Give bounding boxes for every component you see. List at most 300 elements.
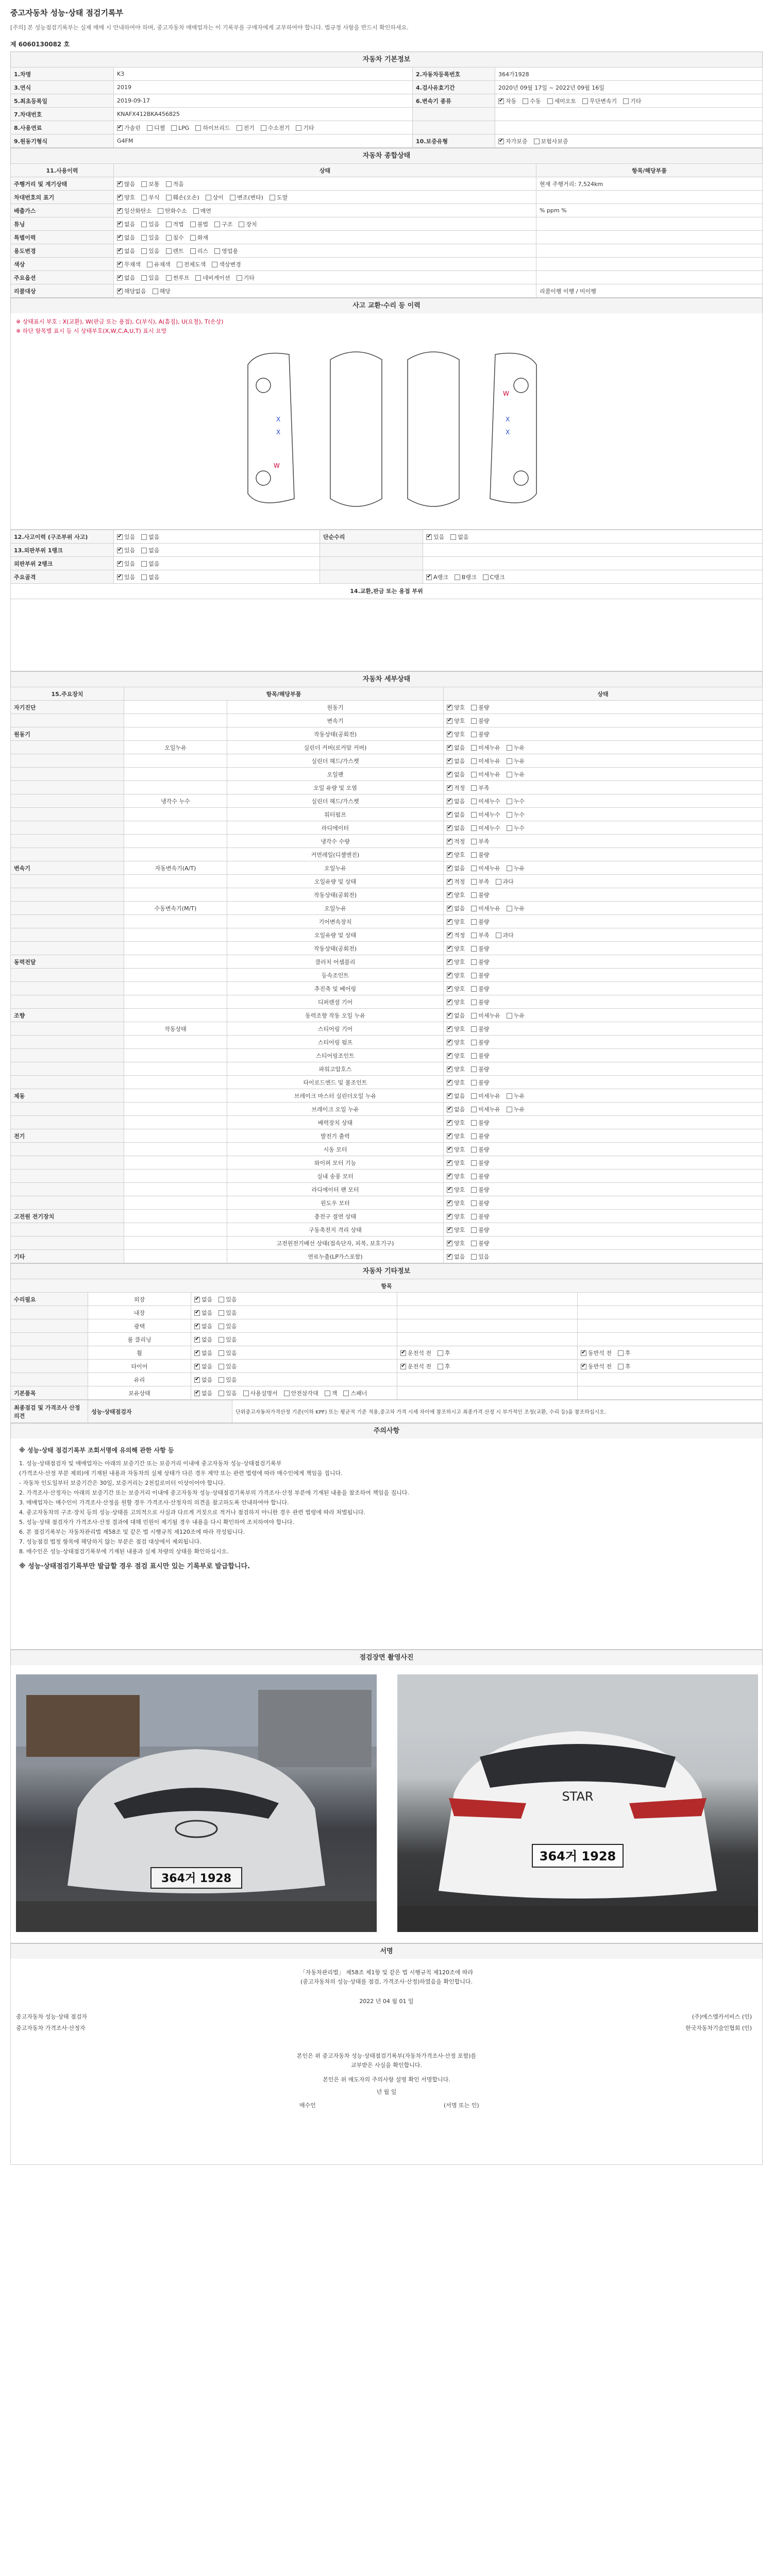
accident2-option[interactable]: 없음 (450, 533, 468, 541)
detail-option[interactable]: 부족 (471, 837, 489, 845)
checkbox[interactable] (507, 825, 512, 831)
detail-option[interactable]: 있음 (471, 1252, 489, 1261)
checkbox[interactable] (141, 534, 147, 540)
checkbox[interactable] (471, 1187, 477, 1193)
detail-option[interactable]: ✔ 양호 (447, 998, 465, 1006)
checkbox[interactable] (141, 222, 147, 227)
checkbox[interactable] (141, 181, 147, 187)
checkbox[interactable] (471, 906, 477, 911)
detail-option[interactable]: 누유 (507, 1092, 525, 1100)
checkbox[interactable] (447, 959, 452, 965)
overall-option[interactable]: 있음 (141, 233, 159, 242)
checkbox[interactable] (117, 262, 123, 267)
checkbox[interactable] (471, 946, 477, 952)
other-option[interactable]: 있음 (219, 1335, 237, 1344)
checkbox[interactable] (117, 235, 123, 241)
checkbox[interactable] (447, 1147, 452, 1153)
checkbox[interactable] (447, 732, 452, 737)
checkbox[interactable] (447, 1133, 452, 1139)
checkbox[interactable] (284, 1391, 290, 1396)
checkbox[interactable] (166, 235, 172, 241)
overall-option[interactable]: ✔ 없음 (117, 233, 135, 242)
checkbox[interactable] (219, 1337, 224, 1343)
other-option[interactable]: 있음 (219, 1349, 237, 1357)
checkbox[interactable] (447, 1080, 452, 1086)
checkbox[interactable] (212, 262, 217, 267)
checkbox[interactable] (618, 1364, 624, 1369)
other-option[interactable]: 사용설명서 (243, 1389, 278, 1397)
checkbox[interactable] (190, 248, 196, 254)
overall-option[interactable]: 도말 (270, 193, 288, 201)
detail-option[interactable]: ✔ 양호 (447, 730, 465, 738)
detail-option[interactable]: 미세누유 (471, 1011, 500, 1020)
checkbox[interactable] (471, 1200, 477, 1206)
overall-option[interactable]: 있음 (141, 220, 159, 228)
checkbox[interactable] (581, 1350, 586, 1356)
accident-option[interactable]: ✔ 있음 (117, 533, 135, 541)
checkbox[interactable] (447, 1200, 452, 1206)
other-option[interactable]: ✔ 없음 (194, 1376, 212, 1384)
checkbox[interactable] (471, 986, 477, 992)
checkbox[interactable] (239, 222, 244, 227)
checkbox[interactable] (219, 1350, 224, 1356)
detail-option[interactable]: ✔ 양호 (447, 1118, 465, 1127)
detail-option[interactable]: ✔ 없음 (447, 810, 465, 819)
checkbox[interactable] (447, 999, 452, 1005)
accident-option[interactable]: 없음 (141, 533, 159, 541)
checkbox[interactable] (447, 839, 452, 844)
overall-option[interactable]: ✔ 많음 (117, 180, 135, 188)
basic-option[interactable]: 하이브리드 (195, 124, 230, 132)
checkbox[interactable] (471, 1160, 477, 1166)
overall-option[interactable]: 훼손(오손) (166, 193, 199, 201)
checkbox[interactable] (343, 1391, 349, 1396)
checkbox[interactable] (206, 195, 211, 200)
accident-option[interactable]: ✔ 있음 (117, 546, 135, 554)
detail-option[interactable]: ✔ 적정 (447, 877, 465, 886)
checkbox[interactable] (171, 125, 177, 131)
detail-option[interactable]: 불량 (471, 998, 489, 1006)
accident-option[interactable]: 없음 (141, 573, 159, 581)
other-option[interactable]: ✔ 없음 (194, 1309, 212, 1317)
checkbox[interactable] (471, 1120, 477, 1126)
other-option[interactable]: 있음 (219, 1295, 237, 1303)
basic-option[interactable]: 전기 (237, 124, 255, 132)
checkbox[interactable] (471, 879, 477, 885)
checkbox[interactable] (471, 745, 477, 751)
overall-option[interactable]: 상이 (206, 193, 224, 201)
checkbox[interactable] (193, 208, 199, 214)
other-option[interactable]: 안전삼각대 (284, 1389, 318, 1397)
checkbox[interactable] (547, 98, 553, 104)
other-option[interactable]: 있음 (219, 1362, 237, 1370)
detail-option[interactable]: 불량 (471, 1239, 489, 1247)
checkbox[interactable] (447, 1107, 452, 1112)
accident2-option[interactable]: ✔ 있음 (426, 533, 444, 541)
detail-option[interactable]: ✔ 양호 (447, 985, 465, 993)
checkbox[interactable] (141, 248, 147, 254)
checkbox[interactable] (447, 812, 452, 818)
checkbox[interactable] (447, 973, 452, 978)
detail-option[interactable]: 불량 (471, 703, 489, 711)
overall-option[interactable]: ✔ 없음 (117, 220, 135, 228)
checkbox[interactable] (471, 718, 477, 724)
checkbox[interactable] (447, 1093, 452, 1099)
checkbox[interactable] (496, 933, 501, 938)
other-option[interactable]: 있음 (219, 1322, 237, 1330)
checkbox[interactable] (261, 125, 266, 131)
checkbox[interactable] (219, 1391, 224, 1396)
detail-option[interactable]: ✔ 양호 (447, 1239, 465, 1247)
checkbox[interactable] (471, 1080, 477, 1086)
checkbox[interactable] (447, 852, 452, 858)
detail-option[interactable]: 누유 (507, 757, 525, 765)
checkbox[interactable] (447, 718, 452, 724)
checkbox[interactable] (471, 892, 477, 898)
detail-option[interactable]: ✔ 없음 (447, 757, 465, 765)
checkbox[interactable] (153, 289, 158, 294)
overall-option[interactable]: 전체도색 (177, 260, 206, 268)
checkbox[interactable] (166, 195, 172, 200)
detail-option[interactable]: 누유 (507, 864, 525, 872)
checkbox[interactable] (447, 946, 452, 952)
checkbox[interactable] (471, 973, 477, 978)
other-option[interactable]: ✔ 없음 (194, 1362, 212, 1370)
basic2-option[interactable]: 보험사보증 (534, 137, 568, 145)
detail-option[interactable]: ✔ 양호 (447, 958, 465, 966)
detail-option[interactable]: ✔ 적정 (447, 784, 465, 792)
other2-option[interactable]: ✔ 운전석 전 (400, 1362, 431, 1370)
checkbox[interactable] (447, 705, 452, 710)
checkbox[interactable] (438, 1350, 443, 1356)
detail-option[interactable]: 미세누수 (471, 797, 500, 805)
checkbox[interactable] (471, 1133, 477, 1139)
checkbox[interactable] (471, 852, 477, 858)
basic-option[interactable]: ✔ 가솔린 (117, 124, 141, 132)
checkbox[interactable] (190, 222, 196, 227)
detail-option[interactable]: ✔ 적정 (447, 837, 465, 845)
checkbox[interactable] (117, 195, 123, 200)
other-option[interactable]: ✔ 없음 (194, 1322, 212, 1330)
detail-option[interactable]: 미세누유 (471, 1092, 500, 1100)
other2-option[interactable]: ✔ 운전석 전 (400, 1349, 431, 1357)
checkbox[interactable] (447, 799, 452, 804)
checkbox[interactable] (447, 986, 452, 992)
other-option[interactable]: ✔ 없음 (194, 1389, 212, 1397)
detail-option[interactable]: ✔ 없음 (447, 1105, 465, 1113)
checkbox[interactable] (194, 1337, 200, 1343)
overall-option[interactable]: 색상변경 (212, 260, 241, 268)
detail-option[interactable]: ✔ 양호 (447, 851, 465, 859)
accident-option[interactable]: ✔ 있음 (117, 560, 135, 568)
detail-option[interactable]: 부족 (471, 784, 489, 792)
checkbox[interactable] (498, 139, 504, 144)
overall-option[interactable]: 적법 (166, 220, 184, 228)
other-option[interactable]: 있음 (219, 1309, 237, 1317)
overall-option[interactable]: ✔ 양호 (117, 193, 135, 201)
detail-option[interactable]: 미세누수 (471, 810, 500, 819)
accident2-option[interactable]: ✔ A랭크 (426, 573, 448, 581)
checkbox[interactable] (447, 866, 452, 871)
checkbox[interactable] (219, 1377, 224, 1383)
checkbox[interactable] (166, 248, 172, 254)
checkbox[interactable] (447, 1187, 452, 1193)
detail-option[interactable]: 누유 (507, 1105, 525, 1113)
other-option[interactable]: 잭 (325, 1389, 338, 1397)
detail-option[interactable]: ✔ 양호 (447, 1025, 465, 1033)
detail-option[interactable]: ✔ 양호 (447, 1226, 465, 1234)
checkbox[interactable] (230, 195, 236, 200)
checkbox[interactable] (471, 1013, 477, 1019)
checkbox[interactable] (483, 574, 489, 580)
detail-option[interactable]: 불량 (471, 1065, 489, 1073)
checkbox[interactable] (117, 275, 123, 281)
checkbox[interactable] (623, 98, 629, 104)
accident-option[interactable]: 없음 (141, 560, 159, 568)
detail-option[interactable]: 불량 (471, 851, 489, 859)
detail-option[interactable]: 불량 (471, 1226, 489, 1234)
checkbox[interactable] (471, 825, 477, 831)
basic-option[interactable]: LPG (171, 125, 189, 131)
checkbox[interactable] (194, 1350, 200, 1356)
checkbox[interactable] (507, 745, 512, 751)
checkbox[interactable] (447, 1040, 452, 1045)
detail-option[interactable]: 불량 (471, 1052, 489, 1060)
accident-option[interactable]: ✔ 있음 (117, 573, 135, 581)
checkbox[interactable] (447, 1174, 452, 1179)
detail-option[interactable]: 불량 (471, 1078, 489, 1087)
checkbox[interactable] (447, 1026, 452, 1032)
detail-option[interactable]: 누유 (507, 743, 525, 752)
checkbox[interactable] (117, 574, 123, 580)
checkbox[interactable] (471, 799, 477, 804)
checkbox[interactable] (471, 732, 477, 737)
checkbox[interactable] (141, 275, 147, 281)
detail-option[interactable]: 불량 (471, 730, 489, 738)
overall-option[interactable]: 있음 (141, 274, 159, 282)
overall-option[interactable]: 부식 (141, 193, 159, 201)
basic2-option[interactable]: 기타 (623, 97, 641, 105)
overall-option[interactable]: ✔ 없음 (117, 247, 135, 255)
checkbox[interactable] (447, 1053, 452, 1059)
detail-option[interactable]: 미세누유 (471, 1105, 500, 1113)
basic2-option[interactable]: 무단변속기 (582, 97, 617, 105)
checkbox[interactable] (450, 534, 456, 540)
detail-option[interactable]: ✔ 없음 (447, 1252, 465, 1261)
checkbox[interactable] (471, 785, 477, 791)
checkbox[interactable] (219, 1310, 224, 1316)
detail-option[interactable]: 미세누유 (471, 770, 500, 778)
detail-option[interactable]: ✔ 양호 (447, 971, 465, 979)
checkbox[interactable] (426, 574, 432, 580)
detail-option[interactable]: ✔ 양호 (447, 1199, 465, 1207)
checkbox[interactable] (117, 248, 123, 254)
detail-option[interactable]: 부족 (471, 931, 489, 939)
detail-option[interactable]: ✔ 양호 (447, 1159, 465, 1167)
checkbox[interactable] (447, 758, 452, 764)
checkbox[interactable] (447, 1160, 452, 1166)
checkbox[interactable] (214, 248, 220, 254)
overall-option[interactable]: 해당 (153, 287, 171, 295)
checkbox[interactable] (471, 1254, 477, 1260)
detail-option[interactable]: 누유 (507, 770, 525, 778)
checkbox[interactable] (471, 1107, 477, 1112)
detail-option[interactable]: ✔ 적정 (447, 931, 465, 939)
checkbox[interactable] (471, 1147, 477, 1153)
checkbox[interactable] (117, 534, 123, 540)
checkbox[interactable] (507, 866, 512, 871)
overall-option[interactable]: 적음 (166, 180, 184, 188)
checkbox[interactable] (243, 1391, 249, 1396)
checkbox[interactable] (447, 919, 452, 925)
checkbox[interactable] (147, 262, 153, 267)
checkbox[interactable] (507, 1107, 512, 1112)
checkbox[interactable] (447, 1013, 452, 1019)
detail-option[interactable]: ✔ 없음 (447, 1011, 465, 1020)
overall-option[interactable]: 탄화수소 (158, 207, 187, 215)
checkbox[interactable] (447, 772, 452, 777)
checkbox[interactable] (447, 1120, 452, 1126)
overall-option[interactable]: 기타 (237, 274, 255, 282)
checkbox[interactable] (117, 181, 123, 187)
detail-option[interactable]: 불량 (471, 1118, 489, 1127)
checkbox[interactable] (471, 959, 477, 965)
checkbox[interactable] (219, 1297, 224, 1302)
other2-option[interactable]: 후 (438, 1362, 450, 1370)
checkbox[interactable] (471, 1174, 477, 1179)
detail-option[interactable]: ✔ 없음 (447, 904, 465, 912)
checkbox[interactable] (507, 772, 512, 777)
detail-option[interactable]: ✔ 양호 (447, 1145, 465, 1154)
overall-option[interactable]: ✔ 무채색 (117, 260, 141, 268)
overall-option[interactable]: 보통 (141, 180, 159, 188)
detail-option[interactable]: ✔ 양호 (447, 1065, 465, 1073)
detail-option[interactable]: 미세누유 (471, 864, 500, 872)
detail-option[interactable]: ✔ 양호 (447, 944, 465, 953)
checkbox[interactable] (296, 125, 301, 131)
checkbox[interactable] (507, 799, 512, 804)
checkbox[interactable] (471, 1053, 477, 1059)
checkbox[interactable] (471, 1066, 477, 1072)
detail-option[interactable]: ✔ 양호 (447, 891, 465, 899)
detail-option[interactable]: 불량 (471, 1172, 489, 1180)
checkbox[interactable] (447, 933, 452, 938)
overall-option[interactable]: ✔ 일산화탄소 (117, 207, 152, 215)
detail-option[interactable]: 불량 (471, 717, 489, 725)
checkbox[interactable] (471, 919, 477, 925)
checkbox[interactable] (141, 561, 147, 567)
detail-option[interactable]: 과다 (496, 931, 514, 939)
checkbox[interactable] (400, 1350, 406, 1356)
checkbox[interactable] (471, 1026, 477, 1032)
checkbox[interactable] (471, 933, 477, 938)
detail-option[interactable]: ✔ 양호 (447, 918, 465, 926)
checkbox[interactable] (195, 275, 201, 281)
detail-option[interactable]: ✔ 양호 (447, 717, 465, 725)
checkbox[interactable] (237, 275, 242, 281)
checkbox[interactable] (471, 1214, 477, 1219)
overall-option[interactable]: ✔ 해당없음 (117, 287, 146, 295)
overall-option[interactable]: 구조 (214, 220, 232, 228)
detail-option[interactable]: ✔ 없음 (447, 1092, 465, 1100)
accident-option[interactable]: 없음 (141, 546, 159, 554)
detail-option[interactable]: 미세누유 (471, 757, 500, 765)
checkbox[interactable] (177, 262, 182, 267)
detail-option[interactable]: 불량 (471, 1185, 489, 1194)
detail-option[interactable]: 불량 (471, 944, 489, 953)
detail-option[interactable]: ✔ 양호 (447, 1212, 465, 1221)
overall-option[interactable]: 썬루프 (166, 274, 190, 282)
checkbox[interactable] (471, 1093, 477, 1099)
checkbox[interactable] (455, 574, 460, 580)
checkbox[interactable] (618, 1350, 624, 1356)
checkbox[interactable] (471, 705, 477, 710)
checkbox[interactable] (496, 879, 501, 885)
other-option[interactable]: ✔ 없음 (194, 1335, 212, 1344)
overall-option[interactable]: ✔ 없음 (117, 274, 135, 282)
overall-option[interactable]: 매연 (193, 207, 211, 215)
checkbox[interactable] (195, 125, 201, 131)
checkbox[interactable] (507, 758, 512, 764)
other-option[interactable]: ✔ 없음 (194, 1295, 212, 1303)
checkbox[interactable] (194, 1391, 200, 1396)
checkbox[interactable] (141, 574, 147, 580)
overall-option[interactable]: 불법 (190, 220, 208, 228)
other3-option[interactable]: ✔ 동반석 전 (581, 1349, 612, 1357)
overall-option[interactable]: 영업용 (214, 247, 238, 255)
detail-option[interactable]: 누유 (507, 904, 525, 912)
accident2-option[interactable]: B랭크 (455, 573, 477, 581)
checkbox[interactable] (471, 866, 477, 871)
overall-option[interactable]: 네비게이션 (195, 274, 230, 282)
detail-option[interactable]: 불량 (471, 1145, 489, 1154)
detail-option[interactable]: ✔ 양호 (447, 1052, 465, 1060)
other-option[interactable]: 있음 (219, 1376, 237, 1384)
detail-option[interactable]: ✔ 양호 (447, 1038, 465, 1046)
detail-option[interactable]: 불량 (471, 1199, 489, 1207)
checkbox[interactable] (447, 1227, 452, 1233)
other3-option[interactable]: 후 (618, 1349, 631, 1357)
checkbox[interactable] (447, 879, 452, 885)
overall-option[interactable]: 유채색 (147, 260, 171, 268)
checkbox[interactable] (219, 1324, 224, 1329)
checkbox[interactable] (141, 195, 147, 200)
detail-option[interactable]: 누유 (507, 1011, 525, 1020)
basic2-option[interactable]: 수동 (523, 97, 541, 105)
detail-option[interactable]: 불량 (471, 1159, 489, 1167)
other-option[interactable]: 스패너 (343, 1389, 367, 1397)
checkbox[interactable] (447, 906, 452, 911)
checkbox[interactable] (426, 534, 432, 540)
accident2-option[interactable]: C랭크 (483, 573, 505, 581)
basic-option[interactable]: 기타 (296, 124, 314, 132)
detail-option[interactable]: 불량 (471, 971, 489, 979)
checkbox[interactable] (147, 125, 153, 131)
detail-option[interactable]: ✔ 없음 (447, 797, 465, 805)
checkbox[interactable] (237, 125, 242, 131)
basic2-option[interactable]: ✔ 자동 (498, 97, 516, 105)
checkbox[interactable] (158, 208, 163, 214)
detail-option[interactable]: ✔ 양호 (447, 1185, 465, 1194)
detail-option[interactable]: ✔ 없음 (447, 824, 465, 832)
checkbox[interactable] (471, 839, 477, 844)
checkbox[interactable] (117, 548, 123, 553)
checkbox[interactable] (194, 1364, 200, 1369)
checkbox[interactable] (471, 812, 477, 818)
checkbox[interactable] (582, 98, 588, 104)
checkbox[interactable] (471, 758, 477, 764)
other3-option[interactable]: ✔ 동반석 전 (581, 1362, 612, 1370)
